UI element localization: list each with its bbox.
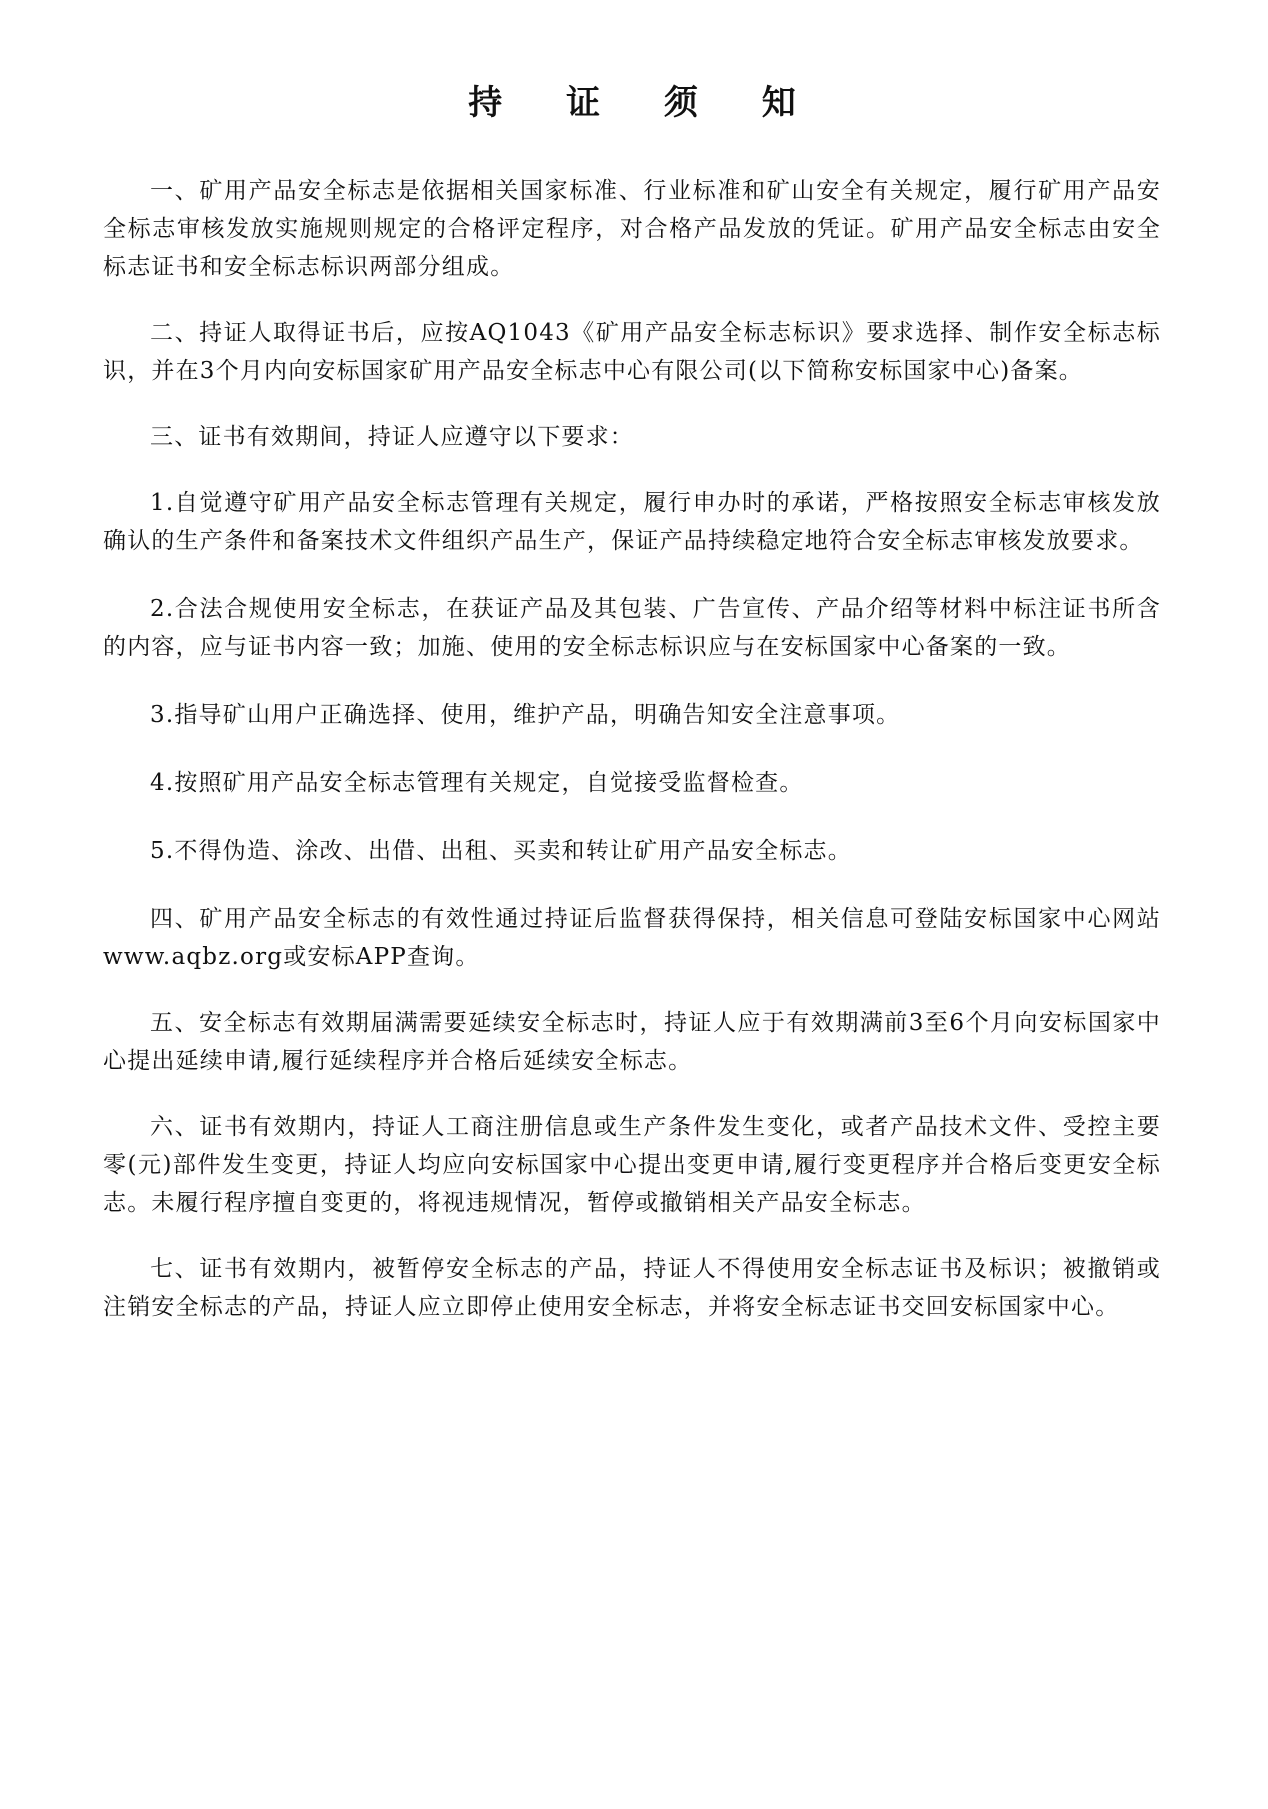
requirement-item-3: 3.指导矿山用户正确选择、使用，维护产品，明确告知安全注意事项。 bbox=[150, 702, 901, 728]
paragraph-3: 三、证书有效期间，持证人应遵守以下要求： bbox=[150, 424, 634, 450]
requirement-item-5: 5.不得伪造、涂改、出借、出租、买卖和转让矿用产品安全标志。 bbox=[150, 838, 852, 864]
requirement-item-1: 1.自觉遵守矿用产品安全标志管理有关规定，履行申办时的承诺，严格按照安全标志审核发放确认的生产条件和备案技术文件组织产品生产，保证产品持续稳定地符合安全标志审核发放要求。 bbox=[103, 490, 1161, 554]
requirement-item-4: 4.按照矿用产品安全标志管理有关规定，自觉接受监督检查。 bbox=[150, 770, 804, 796]
paragraph-5: 五、安全标志有效期届满需要延续安全标志时，持证人应于有效期满前3至6个月向安标国家中心提出延续申请,履行延续程序并合格后延续安全标志。 bbox=[103, 1010, 1161, 1074]
document-title: 持 证 须 知 bbox=[468, 83, 822, 123]
paragraph-2: 二、持证人取得证书后，应按AQ1043《矿用产品安全标志标识》要求选择、制作安全标志标识，并在3个月内向安标国家矿用产品安全标志中心有限公司(以下简称安标国家中心)备案。 bbox=[103, 320, 1161, 384]
paragraph-4: 四、矿用产品安全标志的有效性通过持证后监督获得保持，相关信息可登陆安标国家中心网站www.aqbz.org或安标APP查询。 bbox=[103, 906, 1161, 970]
paragraph-1: 一、矿用产品安全标志是依据相关国家标准、行业标准和矿山安全有关规定，履行矿用产品安全标志审核发放实施规则规定的合格评定程序，对合格产品发放的凭证。矿用产品安全标志由安全标志证书和安全标志标识两部分组成。 bbox=[103, 178, 1161, 280]
paragraph-6: 六、证书有效期内，持证人工商注册信息或生产条件发生变化，或者产品技术文件、受控主要零(元)部件发生变更，持证人均应向安标国家中心提出变更申请,履行变更程序并合格后变更安全标志。未履行程序擅自变更的，将视违规情况，暂停或撤销相关产品安全标志。 bbox=[103, 1114, 1161, 1216]
requirement-item-2: 2.合法合规使用安全标志，在获证产品及其包装、广告宣传、产品介绍等材料中标注证书所含的内容，应与证书内容一致；加施、使用的安全标志标识应与在安标国家中心备案的一致。 bbox=[103, 596, 1161, 660]
paragraph-7: 七、证书有效期内，被暂停安全标志的产品，持证人不得使用安全标志证书及标识；被撤销或注销安全标志的产品，持证人应立即停止使用安全标志，并将安全标志证书交回安标国家中心。 bbox=[103, 1256, 1161, 1320]
